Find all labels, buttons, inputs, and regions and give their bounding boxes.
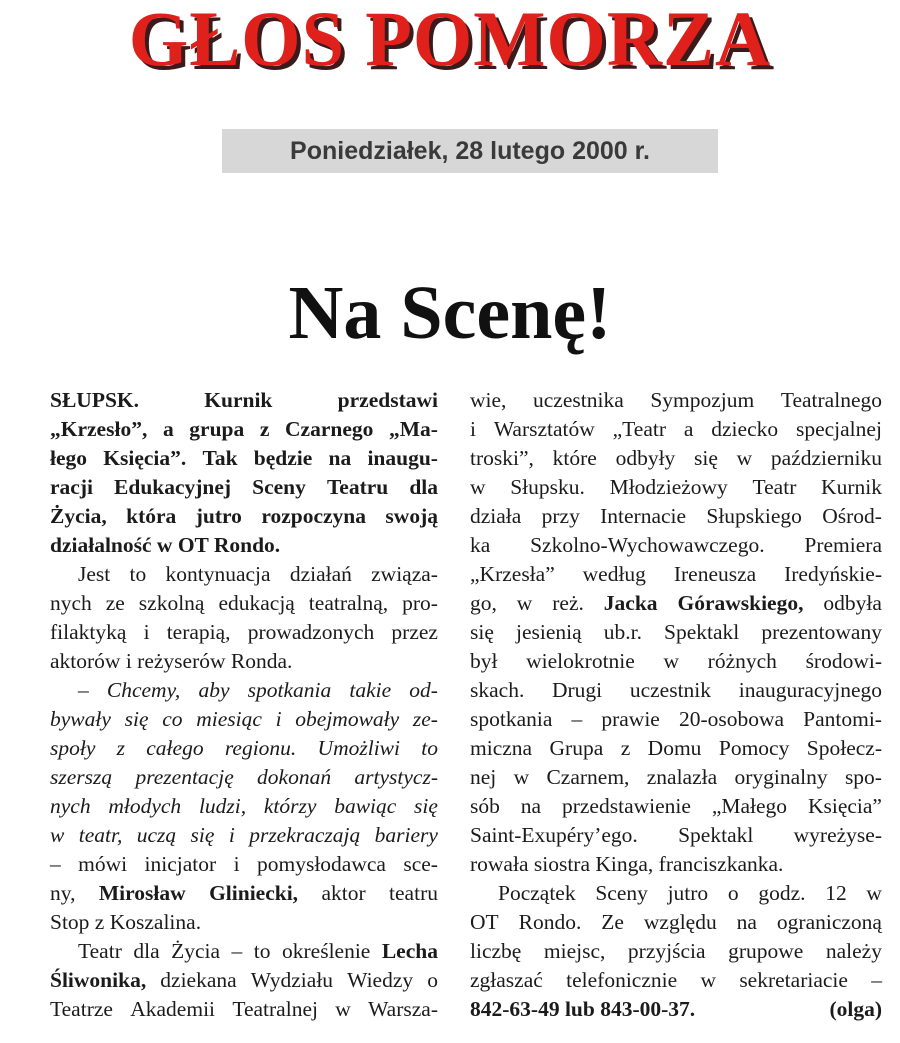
- text-line: „Krzesło”, a grupa z Czarnego „Ma-: [50, 417, 438, 441]
- text-line: skach. Drugi uczestnik inauguracyjnego: [470, 678, 882, 702]
- text-line: w teatr, uczą się i przekraczają bariery: [50, 823, 438, 847]
- article-column-right: [470, 386, 882, 1024]
- text-line: społy z całego regionu. Umożliwi to: [50, 736, 438, 760]
- text-line: „Krzesła” według Ireneusza Iredyńskie-: [470, 562, 882, 586]
- author-signature: (olga): [829, 997, 882, 1021]
- text-line: Jest to kontynuacja działań związa-: [78, 562, 438, 586]
- text-line: nych ze szkolną edukacją teatralną, pro-: [50, 591, 438, 615]
- text-line: OT Rondo. Ze względu na ograniczoną: [470, 910, 882, 934]
- text-line: – Chcemy, aby spotkania takie od-: [78, 678, 438, 702]
- text-line: Życia, która jutro rozpoczyna swoją: [50, 504, 438, 528]
- text-line: Początek Sceny jutro o godz. 12 w: [498, 881, 882, 905]
- publication-date: Poniedziałek, 28 lutego 2000 r.: [222, 129, 718, 173]
- text-line: Saint-Exupéry’ego. Spektakl wyreżyse-: [470, 823, 882, 847]
- text-line: był wielokrotnie w różnych środowi-: [470, 649, 882, 673]
- text-line: i Warsztatów „Teatr a dziecko specjalnej: [470, 417, 882, 441]
- text-line: nej w Czarnem, znalazła oryginalny spo-: [470, 765, 882, 789]
- masthead-title: GŁOS POMORZA: [128, 0, 772, 82]
- text-line: racji Edukacyjnej Sceny Teatru dla: [50, 475, 438, 499]
- text-line: go, w reż. Jacka Górawskiego, odbyła: [470, 591, 882, 615]
- phone-numbers: 842-63-49 lub 843-00-37.: [470, 997, 696, 1021]
- text-line: zgłaszać telefonicznie w sekretariacie –: [470, 968, 882, 992]
- text-line: spotkania – prawie 20-osobowa Pantomi-: [470, 707, 882, 731]
- text-line: aktorów i reżyserów Ronda.: [50, 649, 293, 673]
- text-line: nych młodych ludzi, którzy bawiąc się: [50, 794, 438, 818]
- text-line: [470, 995, 882, 1024]
- article-headline: Na Scenę!: [288, 271, 612, 355]
- text-line: Śliwonika, dziekana Wydziału Wiedzy o: [50, 968, 438, 992]
- article-column-left: [50, 386, 438, 1024]
- text-line: się jesienią ub.r. Spektakl prezentowany: [470, 620, 882, 644]
- text-line: bywały się co miesiąc i obejmowały ze-: [50, 707, 438, 731]
- text-line: sób na przedstawienie „Małego Księcia”: [470, 794, 882, 818]
- text-line: SŁUPSK. Kurnik przedstawi: [50, 388, 438, 412]
- text-line: działalność w OT Rondo.: [50, 533, 281, 557]
- text-line: ka Szkolno-Wychowawczego. Premiera: [470, 533, 882, 557]
- text-line: ny, Mirosław Gliniecki, aktor teatru: [50, 881, 438, 905]
- text-line: liczbę miejsc, przyjścia grupowe należy: [470, 939, 882, 963]
- text-line: w Słupsku. Młodzieżowy Teatr Kurnik: [470, 475, 882, 499]
- text-line: Teatrze Akademii Teatralnej w Warsza-: [50, 997, 438, 1021]
- text-line: – mówi inicjator i pomysłodawca sce-: [50, 852, 438, 876]
- text-line: troski”, które odbyły się w październiku: [470, 446, 882, 470]
- text-line: Teatr dla Życia – to określenie Lecha: [78, 939, 438, 963]
- text-line: Stop z Koszalina.: [50, 910, 202, 934]
- text-line: filaktyką i terapią, prowadzonych przez: [50, 620, 438, 644]
- text-line: rowała siostra Kinga, franciszkanka.: [470, 852, 784, 876]
- text-line: szerszą prezentację dokonań artystycz-: [50, 765, 438, 789]
- text-line: łego Księcia”. Tak będzie na inaugu-: [50, 446, 438, 470]
- text-line: działa przy Internacie Słupskiego Ośrod-: [470, 504, 882, 528]
- text-line: miczna Grupa z Domu Pomocy Społecz-: [470, 736, 882, 760]
- text-line: wie, uczestnika Sympozjum Teatralnego: [470, 388, 882, 412]
